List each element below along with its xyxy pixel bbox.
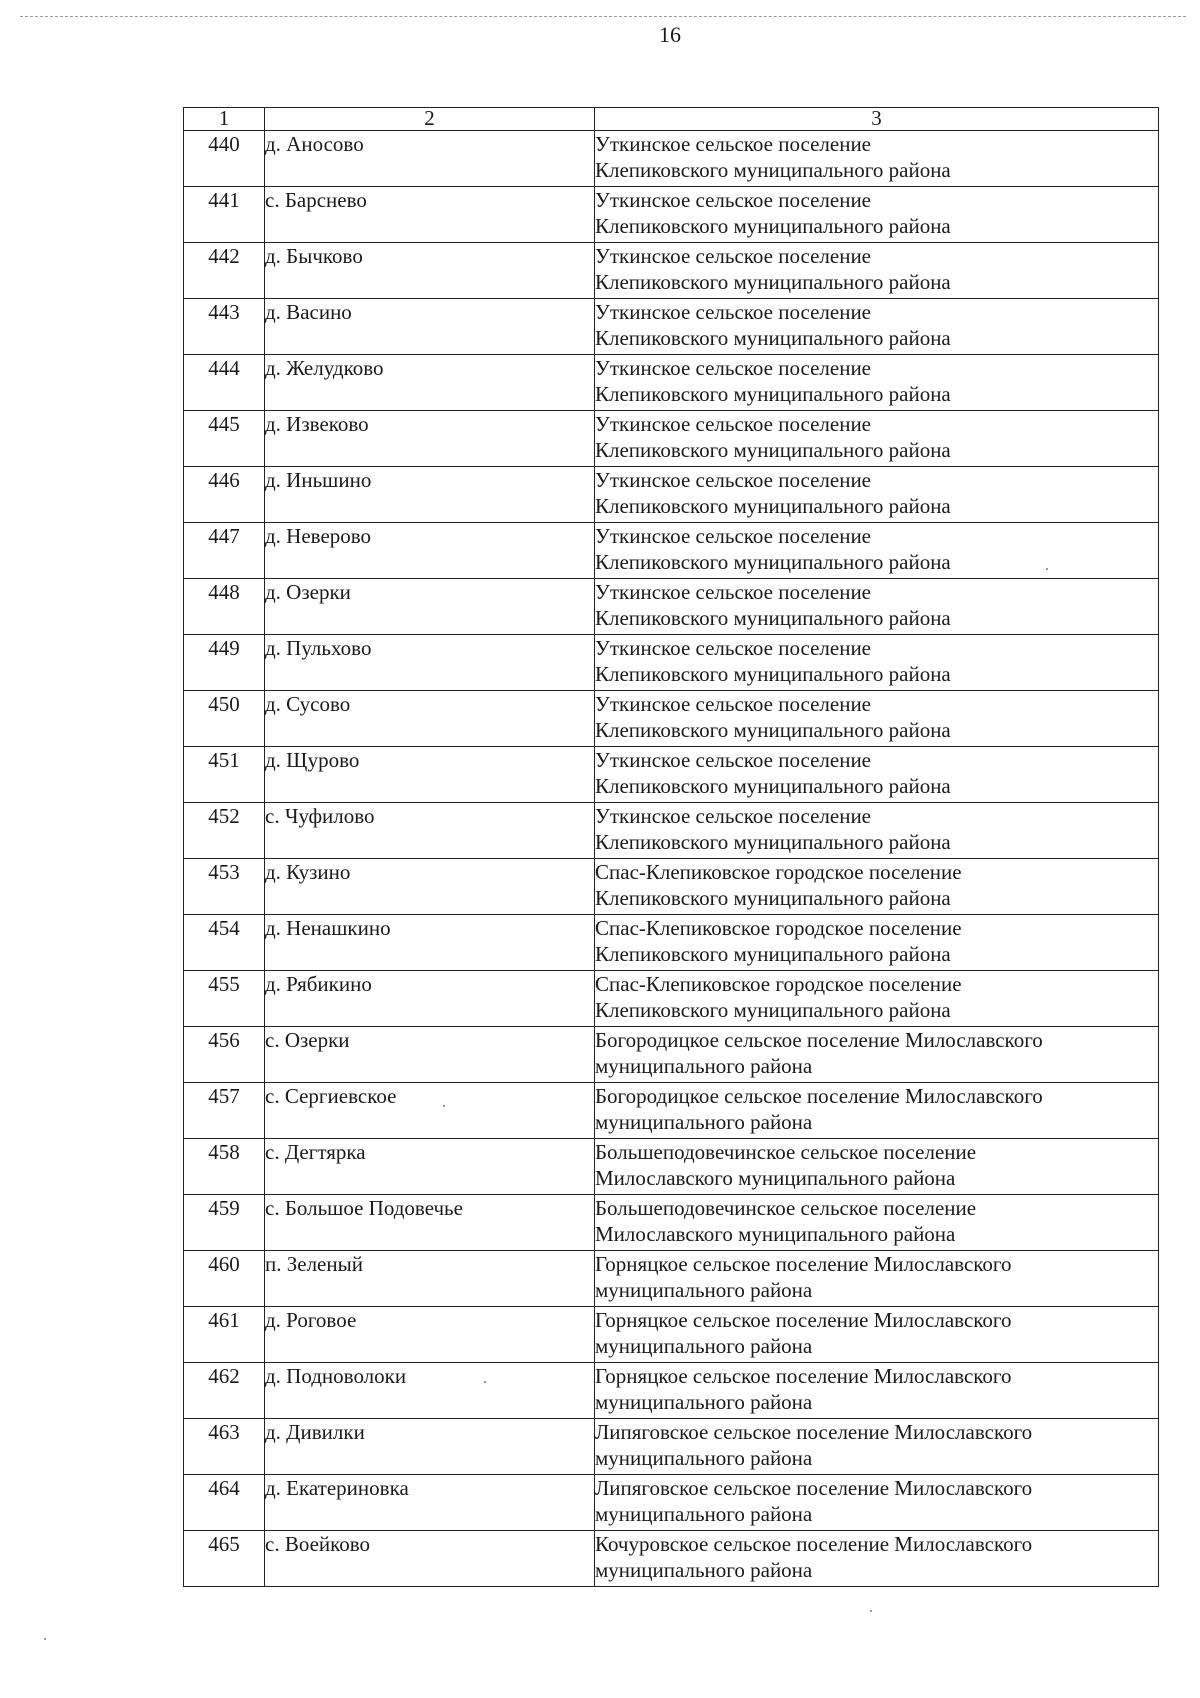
- municipality-line-2: муниципального района: [595, 1446, 813, 1470]
- municipality-line-1: Спас-Клепиковское городское поселение: [595, 972, 962, 996]
- row-number: 446: [184, 467, 265, 523]
- settlement-name: д. Кузино: [265, 859, 595, 915]
- settlement-name: д. Дивилки: [265, 1419, 595, 1475]
- row-number: 448: [184, 579, 265, 635]
- settlement-name: д. Иньшино: [265, 467, 595, 523]
- row-number: 451: [184, 747, 265, 803]
- row-number: 447: [184, 523, 265, 579]
- municipality-cell: [595, 1531, 1159, 1587]
- table-row: [184, 635, 1159, 691]
- municipality-cell: [595, 467, 1159, 523]
- municipality-line-2: Клепиковского муниципального района: [595, 830, 951, 854]
- municipality-line-1: Уткинское сельское поселение: [595, 412, 872, 436]
- table-row: [184, 1195, 1159, 1251]
- row-number: 460: [184, 1251, 265, 1307]
- row-number: 440: [184, 131, 265, 187]
- municipality-line-1: Спас-Клепиковское городское поселение: [595, 860, 962, 884]
- municipality-line-2: муниципального района: [595, 1110, 813, 1134]
- settlement-name: с. Дегтярка: [265, 1139, 595, 1195]
- table-row: [184, 1083, 1159, 1139]
- municipality-line-1: Уткинское сельское поселение: [595, 244, 872, 268]
- municipality-line-2: Клепиковского муниципального района: [595, 270, 951, 294]
- municipality-line-1: Горняцкое сельское поселение Милославского: [595, 1252, 1012, 1276]
- municipality-line-1: Богородицкое сельское поселение Милославского: [595, 1084, 1043, 1108]
- municipality-line-1: Большеподовечинское сельское поселение: [595, 1140, 977, 1164]
- municipality-cell: [595, 579, 1159, 635]
- table-row: [184, 467, 1159, 523]
- municipality-line-1: Уткинское сельское поселение: [595, 300, 872, 324]
- row-number: 455: [184, 971, 265, 1027]
- municipality-cell: [595, 1195, 1159, 1251]
- table-row: [184, 411, 1159, 467]
- scan-speck: [1046, 568, 1048, 570]
- municipality-cell: [595, 355, 1159, 411]
- table-row: [184, 915, 1159, 971]
- municipality-cell: [595, 803, 1159, 859]
- municipality-line-1: Уткинское сельское поселение: [595, 524, 872, 548]
- settlement-name: п. Зеленый: [265, 1251, 595, 1307]
- municipality-line-1: Уткинское сельское поселение: [595, 580, 872, 604]
- row-number: 462: [184, 1363, 265, 1419]
- settlement-name: д. Щурово: [265, 747, 595, 803]
- table-row: [184, 1475, 1159, 1531]
- table-row: [184, 859, 1159, 915]
- municipality-line-1: Большеподовечинское сельское поселение: [595, 1196, 977, 1220]
- municipality-cell: [595, 243, 1159, 299]
- settlement-name: д. Неверово: [265, 523, 595, 579]
- table-row: [184, 243, 1159, 299]
- row-number: 458: [184, 1139, 265, 1195]
- table-row: [184, 187, 1159, 243]
- municipality-line-2: муниципального района: [595, 1278, 813, 1302]
- table-row: [184, 691, 1159, 747]
- settlement-name: с. Барснево: [265, 187, 595, 243]
- municipality-cell: [595, 1419, 1159, 1475]
- municipality-line-2: муниципального района: [595, 1334, 813, 1358]
- settlement-name: д. Пульхово: [265, 635, 595, 691]
- table-row: [184, 1027, 1159, 1083]
- settlement-name: д. Аносово: [265, 131, 595, 187]
- row-number: 457: [184, 1083, 265, 1139]
- scan-speck: [44, 1638, 46, 1640]
- row-number: 444: [184, 355, 265, 411]
- table-row: [184, 747, 1159, 803]
- municipality-line-2: Клепиковского муниципального района: [595, 438, 951, 462]
- row-number: 442: [184, 243, 265, 299]
- table-header-row: [184, 108, 1159, 131]
- row-number: 453: [184, 859, 265, 915]
- municipality-line-2: Клепиковского муниципального района: [595, 326, 951, 350]
- municipality-cell: [595, 859, 1159, 915]
- row-number: 459: [184, 1195, 265, 1251]
- row-number: 465: [184, 1531, 265, 1587]
- table-row: [184, 299, 1159, 355]
- scan-edge-line: [20, 16, 1186, 17]
- municipality-line-1: Уткинское сельское поселение: [595, 804, 872, 828]
- municipality-line-2: Клепиковского муниципального района: [595, 214, 951, 238]
- municipality-cell: [595, 1307, 1159, 1363]
- municipality-line-2: муниципального района: [595, 1558, 813, 1582]
- municipality-line-2: Клепиковского муниципального района: [595, 550, 951, 574]
- municipality-cell: [595, 747, 1159, 803]
- settlement-name: д. Рябикино: [265, 971, 595, 1027]
- table-row: [184, 1419, 1159, 1475]
- municipality-line-2: муниципального района: [595, 1054, 813, 1078]
- municipality-cell: [595, 187, 1159, 243]
- municipality-line-1: Горняцкое сельское поселение Милославского: [595, 1364, 1012, 1388]
- settlement-name: с. Озерки: [265, 1027, 595, 1083]
- scan-speck: [443, 1105, 445, 1107]
- municipality-line-1: Уткинское сельское поселение: [595, 636, 872, 660]
- municipality-line-1: Уткинское сельское поселение: [595, 188, 872, 212]
- settlement-name: д. Ненашкино: [265, 915, 595, 971]
- municipality-line-2: Клепиковского муниципального района: [595, 998, 951, 1022]
- scan-speck: [870, 1610, 872, 1612]
- settlement-name: д. Екатериновка: [265, 1475, 595, 1531]
- municipality-cell: [595, 411, 1159, 467]
- table-row: [184, 579, 1159, 635]
- row-number: 456: [184, 1027, 265, 1083]
- settlement-name: д. Бычково: [265, 243, 595, 299]
- settlement-name: с. Большое Подовечье: [265, 1195, 595, 1251]
- municipality-cell: [595, 1475, 1159, 1531]
- municipality-line-2: муниципального района: [595, 1390, 813, 1414]
- settlement-name: д. Извеково: [265, 411, 595, 467]
- municipality-line-1: Уткинское сельское поселение: [595, 748, 872, 772]
- table-row: [184, 1251, 1159, 1307]
- municipality-line-1: Липяговское сельское поселение Милославского: [595, 1476, 1033, 1500]
- municipality-line-2: Клепиковского муниципального района: [595, 718, 951, 742]
- municipality-cell: [595, 1363, 1159, 1419]
- table-row: [184, 971, 1159, 1027]
- table-row: [184, 1363, 1159, 1419]
- municipality-line-2: Клепиковского муниципального района: [595, 662, 951, 686]
- settlements-table: [183, 107, 1159, 1587]
- row-number: 449: [184, 635, 265, 691]
- settlement-name: д. Роговое: [265, 1307, 595, 1363]
- municipality-line-1: Уткинское сельское поселение: [595, 132, 872, 156]
- municipality-line-2: Клепиковского муниципального района: [595, 774, 951, 798]
- municipality-cell: [595, 971, 1159, 1027]
- municipality-cell: [595, 299, 1159, 355]
- municipality-line-2: Клепиковского муниципального района: [595, 494, 951, 518]
- municipality-line-2: Клепиковского муниципального района: [595, 886, 951, 910]
- municipality-line-1: Уткинское сельское поселение: [595, 468, 872, 492]
- municipality-line-2: Клепиковского муниципального района: [595, 606, 951, 630]
- row-number: 454: [184, 915, 265, 971]
- column-header-3: 3: [595, 108, 1159, 131]
- municipality-line-2: Клепиковского муниципального района: [595, 382, 951, 406]
- column-header-2: 2: [265, 108, 595, 131]
- municipality-line-2: Милославского муниципального района: [595, 1222, 956, 1246]
- table-row: [184, 1139, 1159, 1195]
- row-number: 441: [184, 187, 265, 243]
- municipality-cell: [595, 1027, 1159, 1083]
- settlement-name: д. Желудково: [265, 355, 595, 411]
- municipality-line-2: муниципального района: [595, 1502, 813, 1526]
- municipality-line-2: Клепиковского муниципального района: [595, 158, 951, 182]
- table-row: [184, 1307, 1159, 1363]
- settlement-name: д. Васино: [265, 299, 595, 355]
- page-number: 16: [659, 22, 681, 47]
- row-number: 443: [184, 299, 265, 355]
- column-header-1: 1: [184, 108, 265, 131]
- municipality-line-1: Уткинское сельское поселение: [595, 692, 872, 716]
- row-number: 452: [184, 803, 265, 859]
- row-number: 464: [184, 1475, 265, 1531]
- municipality-cell: [595, 1139, 1159, 1195]
- municipality-cell: [595, 1083, 1159, 1139]
- municipality-cell: [595, 635, 1159, 691]
- municipality-cell: [595, 691, 1159, 747]
- municipality-cell: [595, 131, 1159, 187]
- row-number: 445: [184, 411, 265, 467]
- row-number: 463: [184, 1419, 265, 1475]
- settlement-name: с. Сергиевское: [265, 1083, 595, 1139]
- municipality-cell: [595, 523, 1159, 579]
- scan-speck: [484, 1381, 486, 1383]
- municipality-line-1: Богородицкое сельское поселение Милославского: [595, 1028, 1043, 1052]
- row-number: 450: [184, 691, 265, 747]
- settlement-name: д. Сусово: [265, 691, 595, 747]
- settlement-name: с. Воейково: [265, 1531, 595, 1587]
- settlement-name: д. Подноволоки: [265, 1363, 595, 1419]
- settlement-name: с. Чуфилово: [265, 803, 595, 859]
- settlement-name: д. Озерки: [265, 579, 595, 635]
- municipality-line-1: Липяговское сельское поселение Милославского: [595, 1420, 1033, 1444]
- municipality-line-2: Клепиковского муниципального района: [595, 942, 951, 966]
- table-row: [184, 1531, 1159, 1587]
- table-row: [184, 131, 1159, 187]
- municipality-line-1: Спас-Клепиковское городское поселение: [595, 916, 962, 940]
- table-row: [184, 523, 1159, 579]
- table-row: [184, 355, 1159, 411]
- table-row: [184, 803, 1159, 859]
- row-number: 461: [184, 1307, 265, 1363]
- municipality-line-1: Уткинское сельское поселение: [595, 356, 872, 380]
- municipality-line-1: Горняцкое сельское поселение Милославского: [595, 1308, 1012, 1332]
- municipality-cell: [595, 915, 1159, 971]
- municipality-cell: [595, 1251, 1159, 1307]
- municipality-line-2: Милославского муниципального района: [595, 1166, 956, 1190]
- municipality-line-1: Кочуровское сельское поселение Милославского: [595, 1532, 1033, 1556]
